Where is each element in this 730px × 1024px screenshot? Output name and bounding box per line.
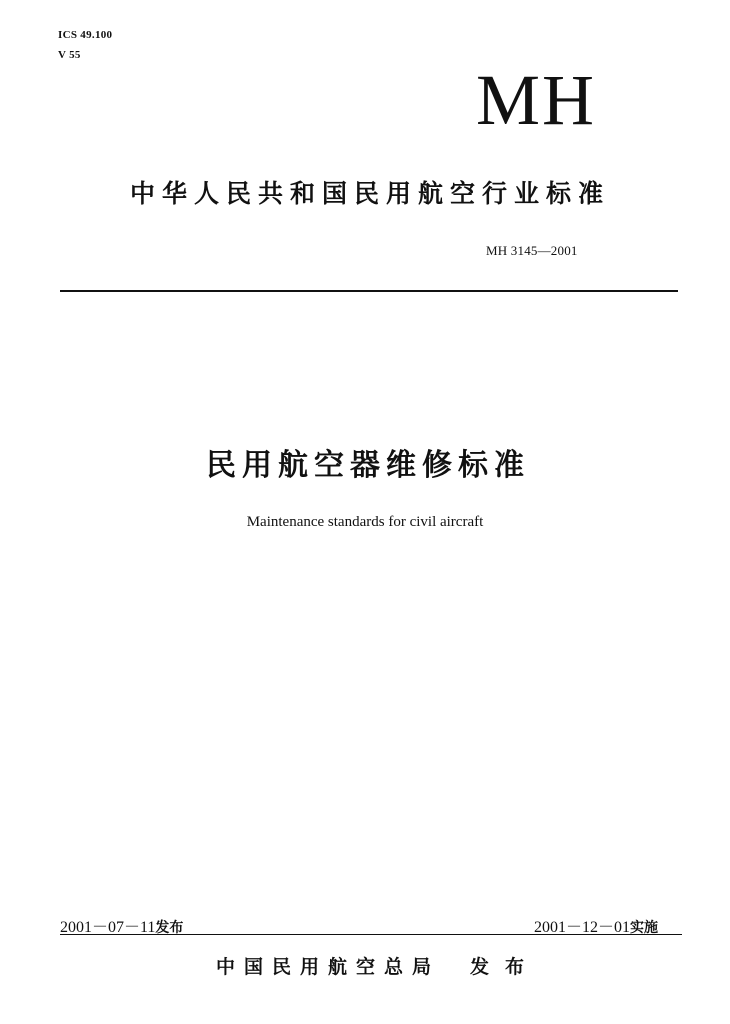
standard-number: MH 3145—2001 <box>486 243 578 258</box>
document-title-chinese: 民用航空器维修标准 <box>206 448 530 483</box>
publisher-name: 中国民用航空总局 <box>216 956 441 978</box>
effective-label: 实施 <box>630 920 659 936</box>
header-divider <box>60 290 678 292</box>
ccs-code: V 55 <box>58 49 81 61</box>
document-title-english: Maintenance standards for civil aircraft <box>246 514 484 530</box>
issue-label: 发布 <box>155 920 184 936</box>
effective-date: 2001－12－01 <box>534 919 631 936</box>
footer-divider <box>60 934 682 935</box>
ics-code: ICS 49.100 <box>58 29 113 41</box>
standard-type-heading: 中华人民共和国民用航空行业标准 <box>129 179 610 208</box>
mh-logo: MH <box>476 60 597 140</box>
issue-date: 2001－07－11 <box>60 919 156 936</box>
publish-label: 发布 <box>470 956 541 978</box>
